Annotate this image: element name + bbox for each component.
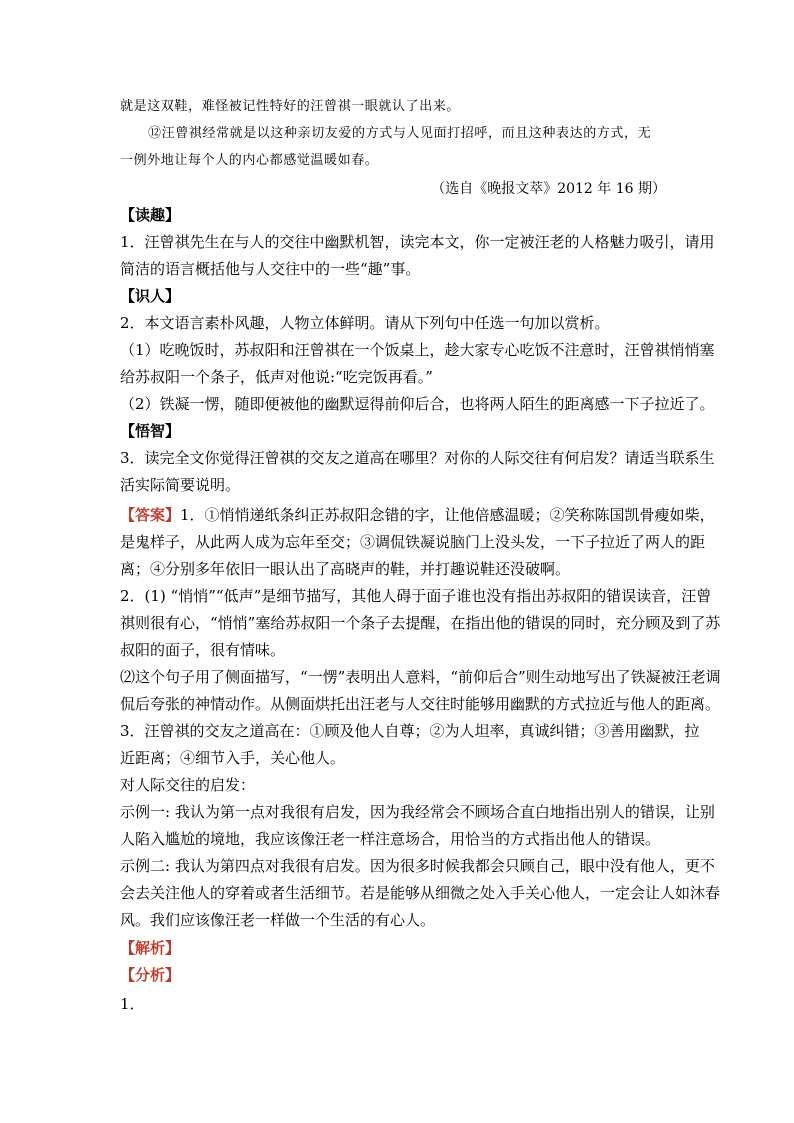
story-paragraph-end: 就是这双鞋，难怪被记性特好的汪曾祺一眼就认了出来。 <box>120 99 461 114</box>
answer-1-line1 <box>120 505 715 525</box>
analysis-item-1: 1． <box>120 995 145 1013</box>
answer-3-inspiration: 对人际交往的启发： <box>120 776 256 794</box>
section-wuzhi: 【悟智】 <box>120 422 181 440</box>
question-2-option1-line1: （1）吃晚饭时，苏叔阳和汪曾祺在一个饭桌上，趁大家专心吃饭不注意时，汪曾祺悄悄塞 <box>120 341 715 359</box>
answer-2-line1: 2．(1) “悄悄”“低声”是细节描写，其他人碍于面子谁也没有指出苏叔阳的错误读音，汪曾 <box>120 587 712 605</box>
answer-2-line3: 叔阳的面子，很有情味。 <box>120 641 286 659</box>
question-3-line2: 活实际简要说明。 <box>120 476 241 494</box>
section-shiren: 【识人】 <box>120 287 181 305</box>
question-1-line1: 1．汪曾祺先生在与人的交往中幽默机智，读完本文，你一定被汪老的人格魅力吸引，请用 <box>120 233 715 251</box>
answer-label: 【答案】 <box>120 506 181 524</box>
question-1-line2: 简洁的语言概括他与人交往中的一些“趣”事。 <box>120 260 421 278</box>
question-3-line1: 3．读完全文你觉得汪曾祺的交友之道高在哪里？对你的人际交往有何启发？请适当联系生 <box>120 449 715 467</box>
question-2-option2: （2）铁凝一愣，随即便被他的幽默逗得前仰后合，也将两人陌生的距离感一下子拉近了。 <box>120 395 715 413</box>
answer-1-line3: 离；④分别多年依旧一眼认出了高晓声的鞋，并打趣说鞋还没破啊。 <box>120 560 571 578</box>
answer-3-line2: 近距离；④细节入手，关心他人。 <box>120 749 346 767</box>
section-fenxi: 【分析】 <box>120 966 181 984</box>
section-duqu: 【读趣】 <box>120 206 181 224</box>
example-2-line3: 风。我们应该像汪老一样做一个生活的有心人。 <box>120 911 436 929</box>
answer-2b-line1: ⑵这个句子用了侧面描写，“一愣”表明出人意料，“前仰后合”则生动地写出了铁凝被汪老调 <box>120 668 721 686</box>
answer-2-line2: 祺则很有心，“悄悄”塞给苏叔阳一个条子去提醒，在指出他的错误的同时，充分顾及到了苏 <box>120 614 721 632</box>
example-1-line1: 示例一: 我认为第一点对我很有启发，因为我经常会不顾场合直白地指出别人的错误，让别 <box>120 803 715 821</box>
answer-1-line2: 是鬼样子，从此两人成为忘年至交；③调侃铁凝说脑门上没头发，一下子拉近了两人的距 <box>120 533 706 551</box>
question-2-line1: 2．本文语言素朴风趣，人物立体鲜明。请从下列句中任选一句加以赏析。 <box>120 314 610 332</box>
story-paragraph-12-line2: 一例外地让每个人的内心都感觉温暖如春。 <box>120 153 379 168</box>
answer-3-line1: 3．汪曾祺的交友之道高在：①顾及他人自尊；②为人坦率，真诚纠错；③善用幽默，拉 <box>120 722 700 740</box>
example-2-line2: 会去关注他人的穿着或者生活细节。若是能够从细微之处入手关心他人，一定会让人如沐春 <box>120 884 721 902</box>
example-2-line1: 示例二: 我认为第四点对我很有启发。因为很多时候我都会只顾自己，眼中没有他人，更不 <box>120 857 715 875</box>
source-citation: （选自《晚报文萃》2012 年 16 期） <box>431 181 666 197</box>
question-2-option1-line2: 给苏叔阳一个条子，低声对他说:“吃完饭再看。” <box>120 368 433 386</box>
example-1-line2: 人陷入尴尬的境地，我应该像汪老一样注意场合，用恰当的方式指出他人的错误。 <box>120 830 661 848</box>
story-paragraph-12-line1: ⑫汪曾祺经常就是以这种亲切友爱的方式与人见面打招呼，而且这种表达的方式，无 <box>148 126 652 141</box>
answer-2b-line2: 侃后夸张的神情动作。从侧面烘托出汪老与人交往时能够用幽默的方式拉近与他人的距离。 <box>120 695 721 713</box>
section-jiexi: 【解析】 <box>120 939 181 957</box>
answer-1-text: 1．①悄悄递纸条纠正苏叔阳念错的字，让他倍感温暖；②笑称陈国凯骨瘦如柴， <box>180 506 715 524</box>
